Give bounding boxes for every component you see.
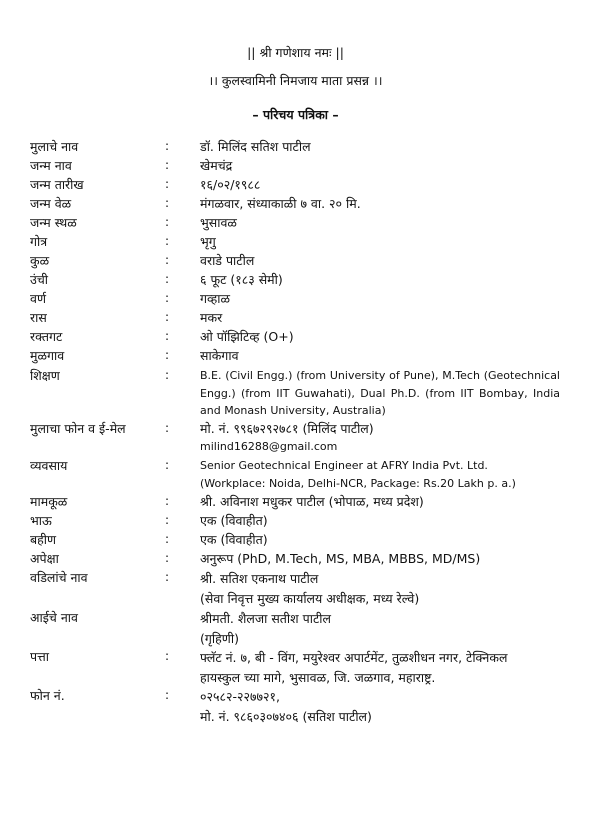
field-label: जन्म वेळ [30,196,72,211]
field-value: डॉ. मिलिंद सतिश पाटील [200,139,311,154]
field-label: जन्म स्थळ [30,215,77,230]
field-label: शिक्षण [30,368,60,383]
field-label: भाऊ [30,513,52,528]
field-label: रक्तगट [30,329,63,344]
separator: : [165,310,170,324]
separator: : [165,570,170,584]
field-label: अपेक्षा [30,551,59,566]
address-line-2: हायस्कुल च्या मागे, भुसावळ, जि. जळगाव, महाराष्ट्र. [200,670,436,685]
field-label: गोत्र [30,234,48,249]
separator: : [165,158,170,172]
kuldevi-line: ।। कुलस्वामिनी निमजाय माता प्रसन्न ।। [208,73,383,88]
field-value: १६/०२/१९८८ [200,177,261,192]
field-label: वर्ण [30,291,46,306]
page-title: – परिचय पत्रिका – [252,107,339,122]
field-value: एक (विवाहीत) [200,532,268,547]
field-value: गव्हाळ [200,291,231,306]
field-value: श्री. सतिश एकनाथ पाटील [200,571,319,586]
separator: : [165,458,170,472]
field-label: रास [30,310,47,325]
field-value: एक (विवाहीत) [200,513,268,528]
separator: : [165,513,170,527]
separator: : [165,494,170,508]
separator: : [165,139,170,153]
field-label: उंची [30,272,49,287]
field-label: कुळ [30,253,50,268]
separator: : [165,551,170,565]
mother-occupation: (गृहिणी) [200,631,239,646]
invocation-line: || श्री गणेशाय नमः || [247,45,344,60]
field-label: मुळगाव [30,348,65,363]
separator: : [165,253,170,267]
separator: : [165,688,170,702]
field-value: श्री. अविनाश मधुकर पाटील (भोपाळ, मध्य प्रदेश) [200,494,424,509]
field-label: मामकूळ [30,494,68,509]
field-label: बहीण [30,532,57,547]
field-value: साकेगाव [200,348,239,363]
separator: : [165,272,170,286]
field-value: Senior Geotechnical Engineer at AFRY India Pvt. Ltd. [200,459,488,472]
field-value: भुसावळ [200,215,237,230]
workplace-value: (Workplace: Noida, Delhi-NCR, Package: Rs.20 Lakh p. a.) [200,477,516,490]
field-value: वराडे पाटील [200,253,255,268]
separator: : [165,177,170,191]
separator: : [165,234,170,248]
field-label: पत्ता [30,649,49,664]
field-label: व्यवसाय [30,458,68,473]
field-value: ०२५८२-२२७७२१, [200,689,280,704]
mobile-number: मो. नं. ९८६०३०७४०६ (सतिश पाटील) [200,709,372,724]
separator: : [165,421,170,435]
separator: : [165,196,170,210]
separator: : [165,348,170,362]
field-label: मुलाचा फोन व ई-मेल [30,421,126,436]
field-value: फ्लॅट नं. ७, बी - विंग, मयुरेश्वर अपार्टमेंट, तुळशीधन नगर, टेक्निकल [200,650,508,665]
separator: : [165,329,170,343]
field-label: मुलाचे नाव [30,139,79,154]
field-value: B.E. (Civil Engg.) (from University of Pune), M.Tech (Geotechnical Engg.) (from IIT Guwahati), Dual Ph.D. (from IIT Bombay, India and Monash University, Australia) [200,369,560,417]
separator: : [165,649,170,663]
field-label: फोन नं. [30,688,65,703]
field-value: मंगळवार, संध्याकाळी ७ वा. २० मि. [200,196,361,211]
field-value: मकर [200,310,223,325]
field-value: भृगु [200,234,216,249]
field-value: खेमचंद्र [200,158,233,173]
separator: : [165,532,170,546]
father-occupation: (सेवा निवृत्त मुख्य कार्यालय अधीक्षक, मध्य रेल्वे) [200,591,420,606]
field-value: ६ फूट (१८३ सेमी) [200,272,283,287]
field-value: मो. नं. ९९६७२९२७८१ (मिलिंद पाटील) [200,421,374,436]
field-value: श्रीमती. शैलजा सतीश पाटील [200,611,331,626]
separator: : [165,215,170,229]
separator: : [165,368,170,382]
field-label: आईचे नाव [30,610,78,625]
field-value: अनुरूप (PhD, M.Tech, MS, MBA, MBBS, MD/MS) [200,551,481,566]
field-label: जन्म तारीख [30,177,84,192]
field-value: ओ पॉझिटिव्ह (O+) [200,329,294,344]
separator: : [165,291,170,305]
field-label: जन्म नाव [30,158,72,173]
email-value: milind16288@gmail.com [200,440,338,453]
field-label: वडिलांचे नाव [30,570,88,585]
